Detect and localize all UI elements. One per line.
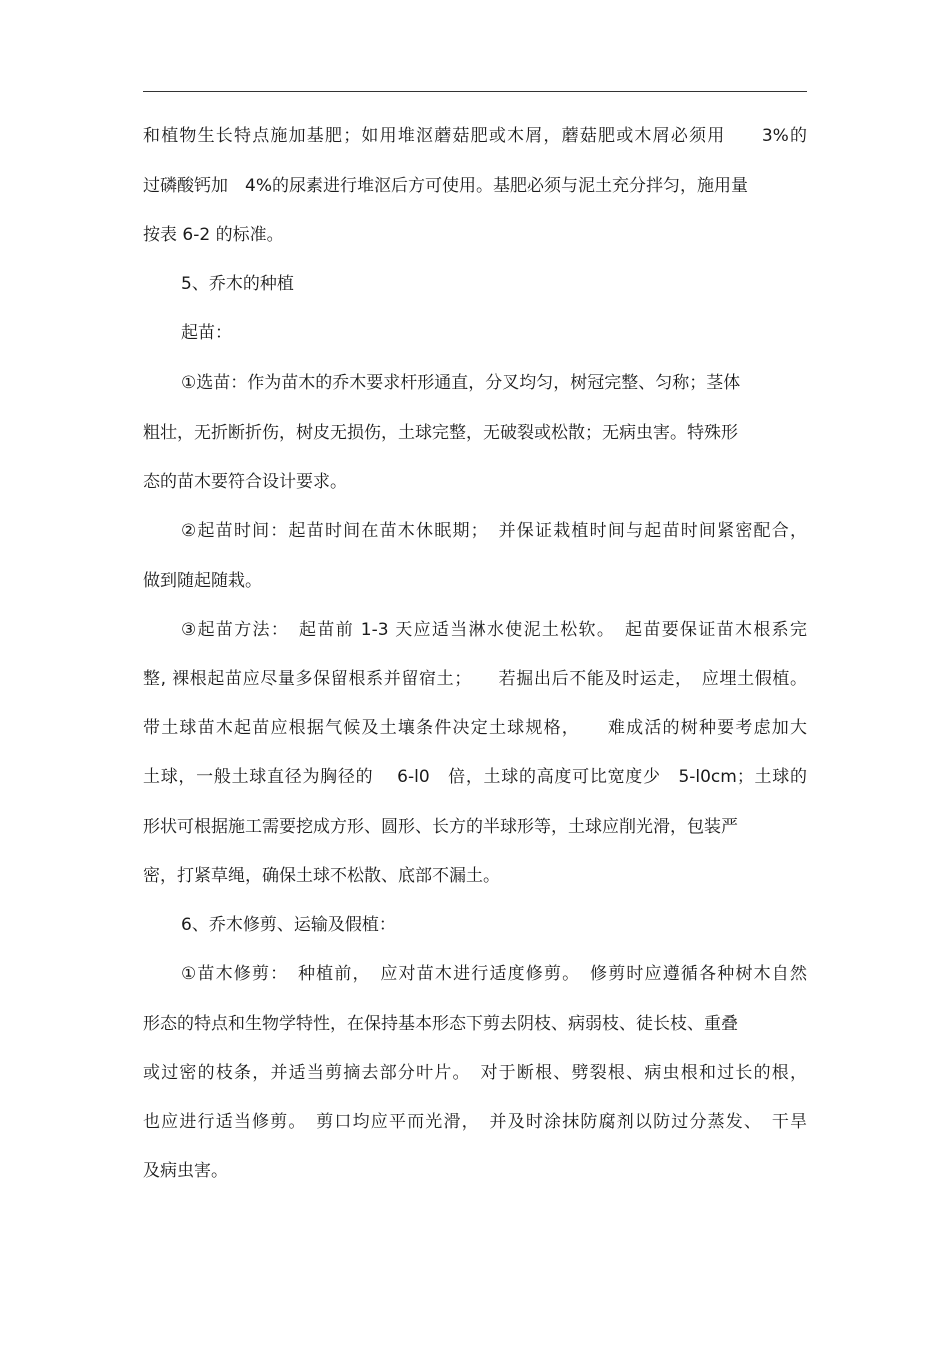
body-text-line: 过磷酸钙加 4%的尿素进行堆沤后方可使用。基肥必须与泥土充分拌匀，施用量 [143, 176, 748, 196]
body-text-line: ①苗木修剪： 种植前， 应对苗木进行适度修剪。 修剪时应遵循各种树木自然 [181, 964, 807, 984]
body-text-line: 土球，一般土球直径为胸径的 6-l0 倍，土球的高度可比宽度少 5-l0cm；土球的 [143, 767, 807, 787]
body-text-line: 粗壮，无折断折伤，树皮无损伤，土球完整，无破裂或松散；无病虫害。特殊形 [143, 423, 738, 443]
body-text-line: 形态的特点和生物学特性，在保持基本形态下剪去阴枝、病弱枝、徒长枝、重叠 [143, 1014, 738, 1034]
section-heading: 5、乔木的种植 [181, 274, 294, 294]
body-text-line: 态的苗木要符合设计要求。 [143, 472, 347, 492]
body-text-line: 密，打紧草绳，确保土球不松散、底部不漏土。 [143, 866, 500, 886]
body-text-line: ②起苗时间：起苗时间在苗木休眠期； 并保证栽植时间与起苗时间紧密配合， [181, 521, 807, 541]
header-rule [143, 91, 807, 92]
body-text-line: 和植物生长特点施加基肥；如用堆沤蘑菇肥或木屑，蘑菇肥或木屑必须用 3%的 [143, 126, 807, 146]
section-heading: 6、乔木修剪、运输及假植： [181, 915, 396, 935]
body-text-line: 形状可根据施工需要挖成方形、圆形、长方的半球形等，土球应削光滑，包装严 [143, 817, 738, 837]
body-text-line: 带土球苗木起苗应根据气候及土壤条件决定土球规格， 难成活的树种要考虑加大 [143, 718, 807, 738]
body-text-line: 及病虫害。 [143, 1161, 228, 1181]
body-text-line: ①选苗：作为苗木的乔木要求杆形通直，分叉均匀，树冠完整、匀称；茎体 [181, 373, 741, 393]
sub-heading: 起苗： [181, 323, 232, 343]
body-text-line: 按表 6-2 的标准。 [143, 225, 284, 245]
body-text-line: 也应进行适当修剪。 剪口均应平而光滑， 并及时涂抹防腐剂以防过分蒸发、 干旱 [143, 1112, 807, 1132]
body-text-line: 整, 裸根起苗应尽量多保留根系并留宿土； 若掘出后不能及时运走， 应埋土假植。 [143, 669, 807, 689]
body-text-line: 或过密的枝条，并适当剪摘去部分叶片。 对于断根、劈裂根、病虫根和过长的根， [143, 1063, 807, 1083]
body-text-line: 做到随起随栽。 [143, 571, 262, 591]
body-text-line: ③起苗方法： 起苗前 1-3 天应适当淋水使泥土松软。 起苗要保证苗木根系完 [181, 620, 807, 640]
